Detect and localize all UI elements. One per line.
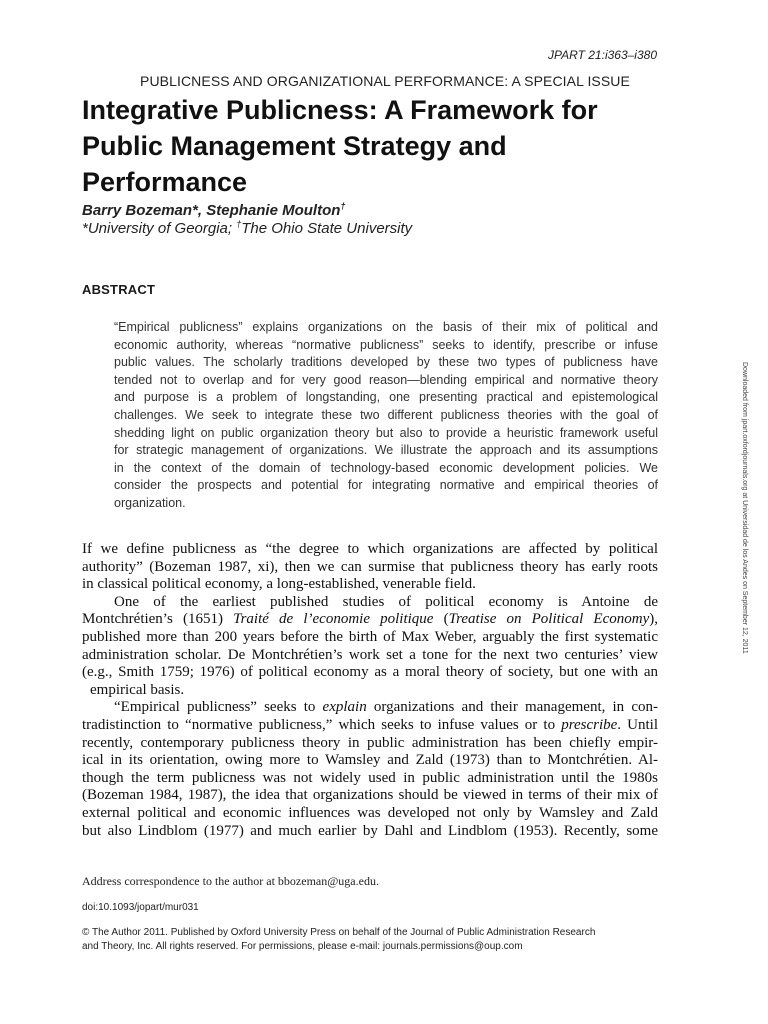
journal-reference: JPART 21:i363–i380 — [548, 48, 657, 62]
abstract-heading: ABSTRACT — [82, 282, 156, 297]
body-line: If we define publicness as “the degree to which organizations are affected by political — [82, 541, 658, 557]
body-line: ical in its orientation, owing more to Wamsley and Zald (1973) than to Montchrétien. Al- — [82, 752, 658, 769]
copyright-line: © The Author 2011. Published by Oxford University Press on behalf of the Journal of Public Administration Research — [82, 927, 596, 938]
book-title: Traité de l’economie politique — [233, 611, 434, 628]
body-line: authority” (Bozeman 1987, xi), then we can surmise that publicness theory has early roots — [82, 558, 658, 575]
body-line: administration scholar. De Montchrétien’s work set a tone for the next two centuries’ view — [82, 646, 658, 663]
author-name: Stephanie Moulton — [206, 202, 341, 219]
affiliation: *University of Georgia; — [82, 220, 237, 237]
body-line: published more than 200 years before the birth of Max Weber, arguably the first systematic — [82, 628, 658, 645]
dagger-mark: † — [236, 219, 242, 229]
text-run: ( — [433, 611, 449, 628]
download-notice — [738, 362, 750, 662]
special-issue-label: PUBLICNESS AND ORGANIZATIONAL PERFORMANCE: A SPECIAL ISSUE — [140, 73, 630, 89]
abstract-line: “Empirical publicness” explains organizations on the basis of their mix of political and — [114, 320, 658, 334]
article-title — [82, 92, 682, 200]
body-line: (e.g., Smith 1759; 1976) of political economy as a moral theory of society, but one with an — [82, 664, 658, 681]
body-line — [82, 699, 658, 717]
abstract-line: challenges. We seek to integrate these two different publicness theories with the goal of — [114, 407, 658, 422]
affiliations — [82, 220, 412, 237]
body-line: recently, contemporary publicness theory in public administration has been chiefly empir- — [82, 734, 658, 751]
text-run: “Empirical publicness” seeks to — [114, 699, 323, 716]
abstract-line: and purpose is a problem of longstanding, one presenting practical and epistemological — [114, 390, 658, 405]
abstract-line: tended not to overlap and for very good reason—blending empirical and normative theory — [114, 372, 658, 387]
author-name: Barry Bozeman* — [82, 202, 198, 219]
body-line — [82, 611, 658, 629]
copyright-line: and Theory, Inc. All rights reserved. For permissions, please e-mail: journals.permissions@oup.com — [82, 940, 523, 952]
body-line — [82, 717, 658, 735]
copyright-notice — [82, 926, 672, 953]
emphasis: prescribe — [561, 716, 618, 733]
title-line: Integrative Publicness: A Framework for — [82, 95, 598, 125]
body-line: One of the earliest published studies of political economy is Antoine de — [114, 593, 658, 610]
body-line: in classical political economy, a long-established, venerable field. — [82, 576, 476, 593]
body-line: empirical basis. — [90, 681, 185, 698]
text-run: Montchrétien’s (1651) — [82, 611, 234, 628]
text-run: . Until — [617, 716, 658, 733]
body-line: external political and economic influences was developed not only by Wamsley and Zald — [82, 804, 658, 821]
body-line: but also Lindblom (1977) and much earlier by Dahl and Lindblom (1953). Recently, some — [82, 822, 658, 839]
abstract-body — [114, 319, 658, 513]
book-title-translation: Treatise on Political Economy — [448, 611, 650, 628]
body-line: (Bozeman 1984, 1987), the idea that organizations should be viewed in terms of their mix of — [82, 787, 658, 804]
author-separator: , — [197, 202, 207, 219]
abstract-line: organization. — [114, 495, 186, 510]
dagger-mark: † — [340, 201, 346, 211]
abstract-line: in the context of the domain of technology-based economic development policies. We — [114, 460, 658, 475]
correspondence-note: Address correspondence to the author at bbozeman@uga.edu. — [82, 874, 379, 888]
paragraph — [82, 594, 658, 700]
body-line: though the term publicness was not widely used in public administration until the 1980s — [82, 769, 658, 786]
abstract-line: economic authority, whereas “normative publicness” seeks to identify, prescribe or infuse — [114, 337, 658, 352]
title-line: Public Management Strategy and — [82, 131, 507, 161]
text-run: ), — [649, 611, 658, 628]
author-list — [82, 202, 345, 219]
download-notice-text: Downloaded from jpart.oxfordjournals.org at Universidad de los Andes on September 12, 2011 — [741, 362, 748, 654]
abstract-line: public values. The scholarly traditions developed by these two types of publicness have — [114, 355, 658, 370]
abstract-line: shedding light on public organization theory but also to provide a heuristic framework useful — [114, 425, 658, 440]
abstract-line: consider the prospects and potential for integrating normative and empirical theories of — [114, 478, 658, 493]
body-text — [82, 541, 658, 840]
affiliation: The Ohio State University — [241, 220, 413, 237]
doi: doi:10.1093/jopart/mur031 — [82, 902, 199, 913]
paragraph — [82, 541, 658, 594]
paragraph — [82, 699, 658, 840]
text-run: tradistinction to “normative publicness,” which seeks to infuse values or to — [82, 716, 562, 733]
abstract-line: for strategic management of organizations. We illustrate the approach and its assumptions — [114, 443, 658, 458]
text-run: organizations and their management, in con- — [366, 699, 658, 716]
emphasis: explain — [322, 699, 367, 716]
title-line: Performance — [82, 167, 248, 197]
